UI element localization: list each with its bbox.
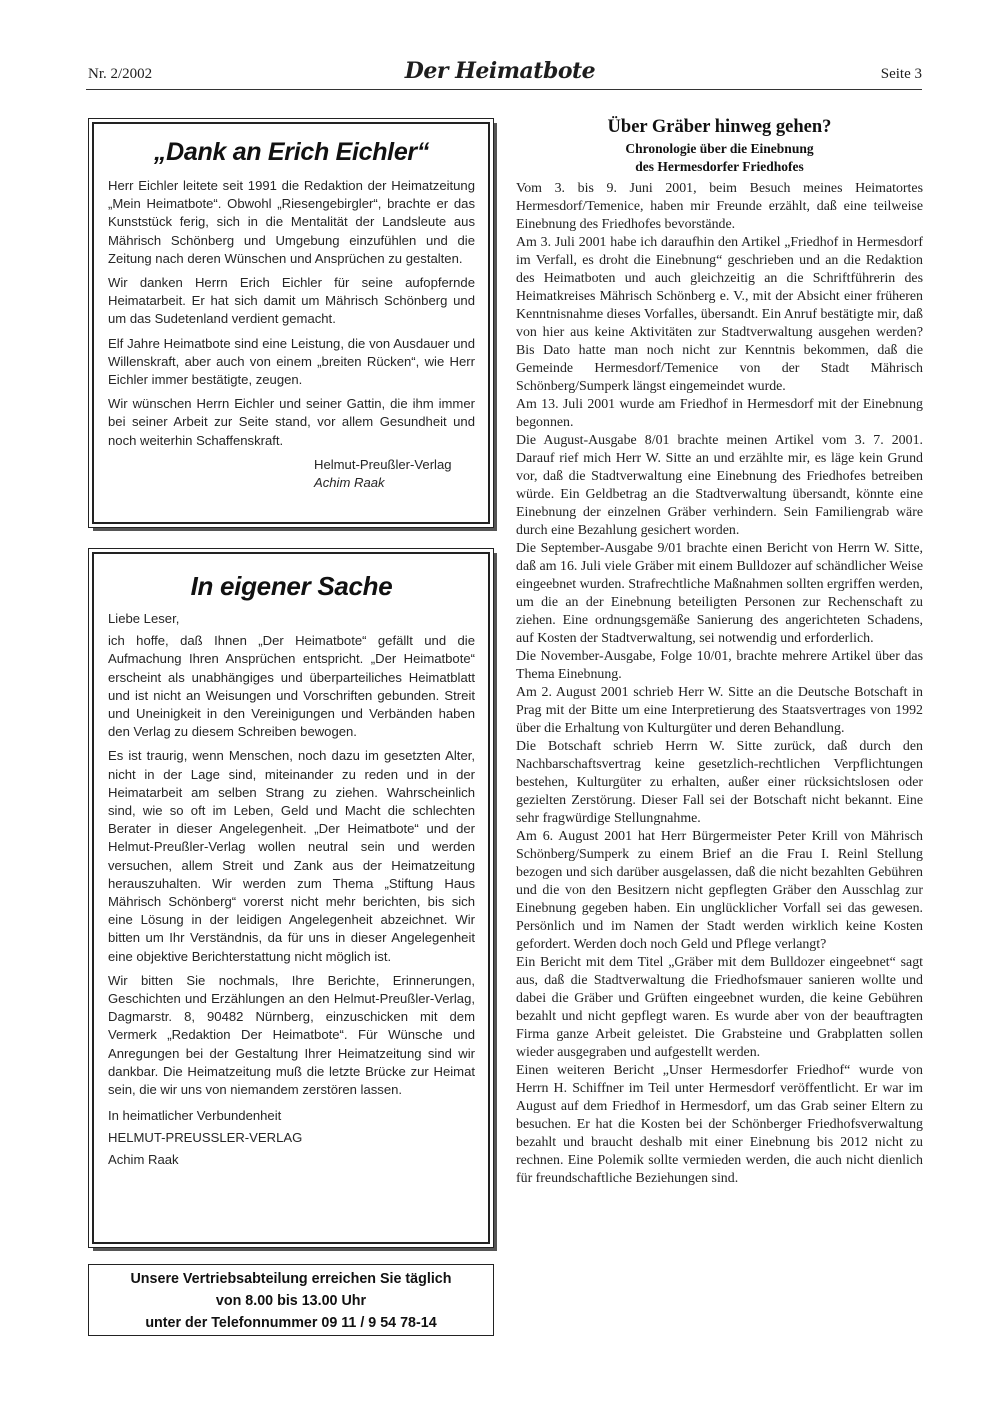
thanks-paragraph: Wir wünschen Herrn Eichler und seiner Gattin, die ihm immer bei seiner Arbeit zur Seite stand, vor allem Gesundheit und noch weiterhin Schaffenskraft. — [108, 396, 475, 448]
article-subtitle-line: des Hermesdorfer Friedhofes — [635, 159, 804, 174]
contact-phone: unter der Telefonnummer 09 11 / 9 54 78-14 — [145, 1315, 437, 1331]
own-matter-paragraph: Es ist traurig, wenn Menschen, noch dazu im gesetzten Alter, nicht in der Lage sind, miteinander zu reden und in der Heimatarbeit am selben Strang zu ziehen. Wahrscheinlich sind, wie so oft im Leben, Geld und Macht die schlechten Berater in dieser Angelegenheit. „Der Heimatbote“ und der Helmut-Preußler-Verlag wollen neutral sein und werden versuchen, allem Streit und Zank aus der Heimatzeitung herauszuhalten. Wir werden zum Thema „Stiftung Haus Mährisch Schönberg“ vorerst nicht mehr berichten, bis sich eine Lösung in der leidigen Angelegenheit abzeichnet. Wir bitten um Ihr Verständnis, da für uns in dieser Angelegenheit eine objektive Berichterstattung nicht möglich ist. — [108, 748, 475, 964]
article-subtitle-line: Chronologie über die Einebnung — [625, 141, 814, 156]
closing-name: Achim Raak — [108, 1152, 179, 1168]
article-paragraph: Die Botschaft schrieb Herrn W. Sitte zurück, daß durch den Nachbarschaftsvertrag keine gesetzlich-rechtlichen Verpflichtungen bestehen, Kulturgüter zu erhalten, außer einer rücksichtslosen oder gezielten Zerstörung. Dieser Fall sei der Botschaft nicht bekannt. Eine sehr fragwürdige Stellungnahme. — [516, 739, 923, 826]
article-title: Über Gräber hinweg gehen? — [607, 117, 832, 137]
article-paragraph: Die September-Ausgabe 9/01 brachte einen Bericht von Herrn W. Sitte, daß am 16. Juli viele Gräber mit einem Bulldozer auf schändlicher Weise eingeebnet wurden. Strafrechtliche Maßnahmen sollten ergriffen werden, um die an der Einebnung beteiligten Personen zur Rechenschaft zu ziehen. Eine ordnungsgemäße Sanierung des angerichteten Schadens, auf Kosten der Stadtverwaltung, sei notwendig und erforderlich. — [516, 541, 923, 646]
article-paragraph: Die August-Ausgabe 8/01 brachte meinen Artikel vom 3. 7. 2001. Darauf rief mich Herr W. Sitte an und erzählte mir, es läge kein Grund vor, daß die Stadtverwaltung eine Einebnung des Friedhofes betreiben würde. Ein Geldbetrag an die Stadtverwaltung übersandt, könnte eine Einebnung der einzelnen Gräber verhindern. Sein Familiengrab wäre durch eine Bezahlung gesichert worden. — [516, 433, 923, 538]
article-paragraph: Ein Bericht mit dem Titel „Gräber mit dem Bulldozer eingeebnet“ sagt aus, daß die Stadtverwaltung die Friedhofsmauer sanieren wollte und dabei die Gräber und Grüften eingeebnet wurden, die keine Gebühren bezahlt und nicht gepflegt waren. Es wurde aber von der beauftragten Firma ganze Arbeit geleistet. Die Grabsteine und Grabplatten sollen wieder ausgegraben und aufgestellt werden. — [516, 955, 923, 1060]
salutation: Liebe Leser, — [108, 611, 180, 626]
article-paragraph: Die November-Ausgabe, Folge 10/01, brachte mehrere Artikel über das Thema Einebnung. — [516, 649, 923, 682]
thanks-title: „Dank an Erich Eichler“ — [153, 138, 430, 166]
signature-name: Achim Raak — [314, 475, 385, 491]
article-paragraph: Am 3. Juli 2001 habe ich daraufhin den Artikel „Friedhof in Hermesdorf im Verfall, es droht die Einebnung“ geschrieben und an die Redaktion des Heimatboten und auch gleichzeitig an die Schriftführerin des Heimatkreises Mährisch Schönberg e. V., mit der Absicht einer früheren Kenntnisnahme dieses Vorfalles, übersandt. Ein Anruf bestätigte mir, daß von hier aus keine Aktivitäten zur Stadtverwaltung ausgehen werden? Bis Dato hatte man noch nicht zur Kenntnis bekommen, daß die Gemeinde Hermesdorf/Temenice von der Stadt Mährisch Schönberg/Sumperk längst eingemeindet wurde. — [516, 235, 923, 394]
page-number: Seite 3 — [880, 66, 922, 82]
own-matter-title: In eigener Sache — [190, 571, 393, 601]
own-matter-paragraph: Wir bitten Sie nochmals, Ihre Berichte, Erinnerungen, Geschichten und Erzählungen an den Helmut-Preußler-Verlag, Dagmarstr. 8, 90482 Nürnberg, einzuschicken mit dem Vermerk „Redaktion Der Heimatbote“. Für Wünsche und Anregungen bei der Gestaltung Ihrer Heimatzeitung sind wir dankbar. Die Heimatzeitung muß die letzte Brücke zur Heimat sein, die wir uns von niemandem zerstören lassen. — [108, 972, 475, 1098]
own-matter-article — [108, 568, 475, 1171]
thanks-paragraph: Wir danken Herrn Erich Eichler für seine aufopfernde Heimatarbeit. Er hat sich damit um Mährisch Schönberg und um das Sudetenland verdient gemacht. — [108, 275, 475, 327]
header-divider — [86, 89, 922, 90]
contact-box — [88, 1264, 494, 1336]
issue-number: Nr. 2/2002 — [88, 66, 153, 82]
contact-line: Unsere Vertriebsabteilung erreichen Sie täglich — [130, 1271, 452, 1287]
article-paragraph: Am 6. August 2001 hat Herr Bürgermeister Peter Krill von Mährisch Schönberg/Sumperk zu einem Brief an die Frau I. Reinl Stellung bezogen und sich darüber ausgelassen, daß die nicht bezahlten Gebühren und die von den Besitzern nicht gepflegten Gräber den Ausschlag zur Einebnung gegeben haben. Ein unglücklicher Vorfall sei das gewesen. Persönlich und im Namen der Stadt werden wirklich keine Kosten gefordert. Werden doch noch Geld und Pflege verlangt? — [516, 829, 923, 952]
closing-publisher: HELMUT-PREUSSLER-VERLAG — [108, 1130, 303, 1146]
own-matter-paragraph: ich hoffe, daß Ihnen „Der Heimatbote“ gefällt und die Aufmachung Ihren Ansprüchen entspricht. „Der Heimatbote“ erscheint als unabhängiges und überparteiliches Heimatblatt und ist nicht an Weisungen und Vorschriften gebunden. Streit und Uneinigkeit in den Vereinigungen und Verbänden haben den Verlag zu diesem Schreiben bewogen. — [108, 633, 475, 740]
article-paragraph: Einen weiteren Bericht „Unser Hermesdorfer Friedhof“ wurde von Herrn H. Schiffner im Teil unter Hermesdorf veröffentlicht. Er war im August auf dem Friedhof in Hermesdorf, um das Grab seiner Eltern zu besuchen. Er hat die Kosten bei der Schönberger Friedhofsverwaltung bezahlt und braucht deshalb mit einer Einebnung bis 2012 nicht zu rechnen. Eine Polemik sollte vermieden werden, die auch nicht dienlich für freundschaftliche Beziehungen sind. — [516, 1063, 923, 1186]
thanks-paragraph: Herr Eichler leitete seit 1991 die Redaktion der Heimatzeitung „Mein Heimatbote“. Obwohl „Riesengebirgler“, brachte er das Kunststück ferig, sich in die Mentalität der Landsleute aus Mährisch Schönberg und Umgebung einzufühlen und die Zeitung nach deren Wünschen und Ansprüchen zu gestalten. — [108, 178, 475, 266]
thanks-signature — [108, 456, 475, 493]
thanks-article — [108, 136, 475, 493]
closing-line: In heimatlicher Verbundenheit — [108, 1108, 282, 1124]
contact-hours: von 8.00 bis 13.00 Uhr — [215, 1293, 367, 1309]
graves-article — [516, 118, 923, 1188]
masthead-logo: Der Heimatbote — [404, 58, 596, 84]
signature-publisher: Helmut-Preußler-Verlag — [314, 456, 452, 472]
article-subtitle — [516, 140, 923, 176]
article-paragraph: Am 2. August 2001 schrieb Herr W. Sitte an die Deutsche Botschaft in Prag mit der Bitte um eine Interpretierung des Staatsvertrages von 1992 über die Erhaltung von Kulturgüter und deren Behandlung. — [516, 685, 923, 736]
article-paragraph: Am 13. Juli 2001 wurde am Friedhof in Hermesdorf mit der Einebnung begonnen. — [516, 397, 923, 430]
article-paragraph: Vom 3. bis 9. Juni 2001, beim Besuch meines Heimatortes Hermesdorf/Temenice, haben mir Freunde erzählt, daß eine teilweise Einebnung des Friedhofes bevorstände. — [516, 181, 923, 232]
thanks-paragraph: Elf Jahre Heimatbote sind eine Leistung, die von Ausdauer und Willenskraft, aber auch von einem „breiten Rücken“, wie Herr Eichler immer bestätigte, zeugen. — [108, 335, 475, 388]
